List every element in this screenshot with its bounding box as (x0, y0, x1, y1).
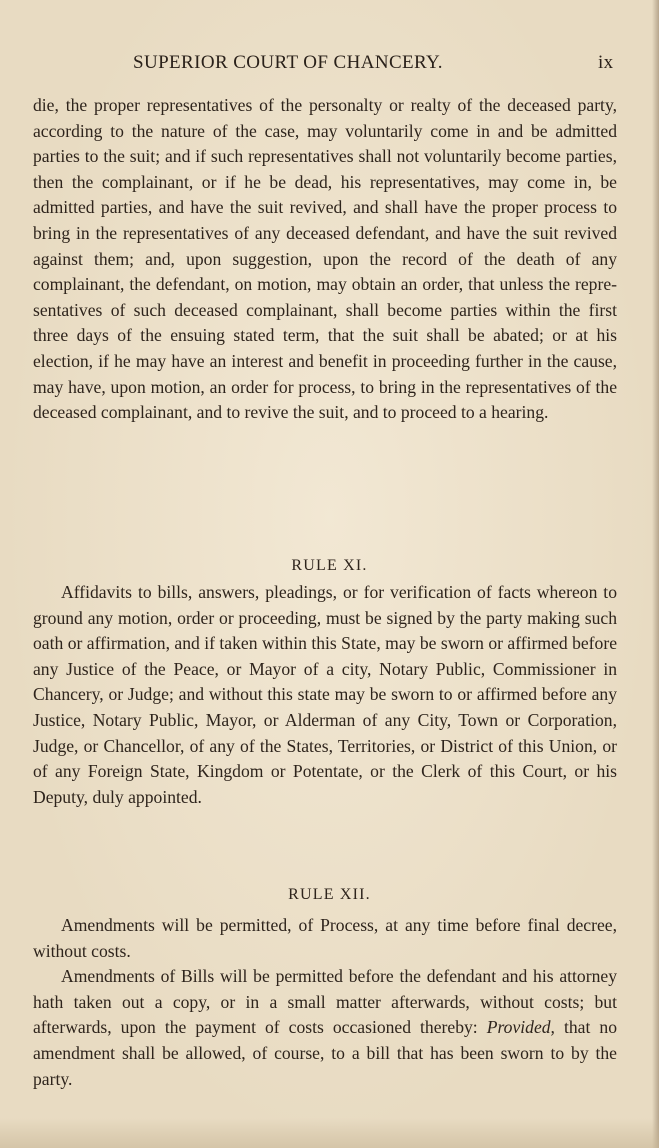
rule-xi-heading: RULE XI. (291, 557, 368, 574)
running-head-title: SUPERIOR COURT OF CHANCERY. (133, 52, 443, 73)
rule-xii-heading: RULE XII. (288, 886, 371, 903)
page-number: ix (598, 52, 614, 73)
rule-xii-paragraph-2-end: that no amendment shall be allowed, of course, to a bill that has been sworn to by the party. (33, 1017, 617, 1089)
continuation-text: die, the proper representatives of the personalty or realty of the deceased party, according to the nature of the case, may voluntarily come in and be admitted parties to the suit; and if such representatives shall not voluntarily become parties, then the complainant, or if he be dead, his representatives, may come in, be admitted parties, and have the suit revived, and shall have the proper process to bring in the representatives of any deceased defendant, and have the suit revived against them; and, upon suggestion, upon the record of the death of any complainant, the defendant, on motion, may obtain an order, that unless the representatives of such deceased complainant, shall become parties within the first three days of the ensuing stated term, that the suit shall be abated; or at his election, if he may have an interest and benefit in proceeding further in the cause, may have, upon motion, an order for process, to bring in the representatives of the deceased complainant, and to revive the suit, and to proceed to a hearing. (33, 95, 617, 423)
rule-xi-body (33, 580, 617, 810)
rule-xii-paragraph-1: Amendments will be permitted, of Process, at any time before final decree, without costs. (33, 915, 617, 961)
provided-italic: Provided, (486, 1017, 555, 1038)
rule-xi-text: Affidavits to bills, answers, pleadings, or for verification of facts whereon to ground any motion, order or proceeding, must be signed by the party making such oath or affirmation, and if taken within this State, may be sworn or affirmed before any Justice of the Peace, or Mayor of a city, Notary Public, Commissioner in Chancery, or Judge; and without this state may be sworn to or affirmed before any Justice, Notary Public, Mayor, or Alderman of any City, Town or Corporation, Judge, or Chancellor, of any of the States, Territories, or District of this Union, or of any Foreign State, Kingdom or Potentate, or the Clerk of this Court, or his Deputy, duly appointed. (33, 582, 617, 807)
rule-xii-body (33, 913, 617, 1092)
page-bottom-tint (0, 1118, 659, 1148)
rule-xii-paragraph-2-start: Amendments of Bills will be permitted before the defendant and his attorney hath taken out a copy, or in a small matter afterwards, without costs; but afterwards, upon the payment of costs occasioned thereby: (33, 966, 617, 1038)
rule-xii-paragraph-2 (33, 964, 617, 1092)
continuation-paragraph (33, 93, 617, 426)
running-head (0, 52, 659, 78)
